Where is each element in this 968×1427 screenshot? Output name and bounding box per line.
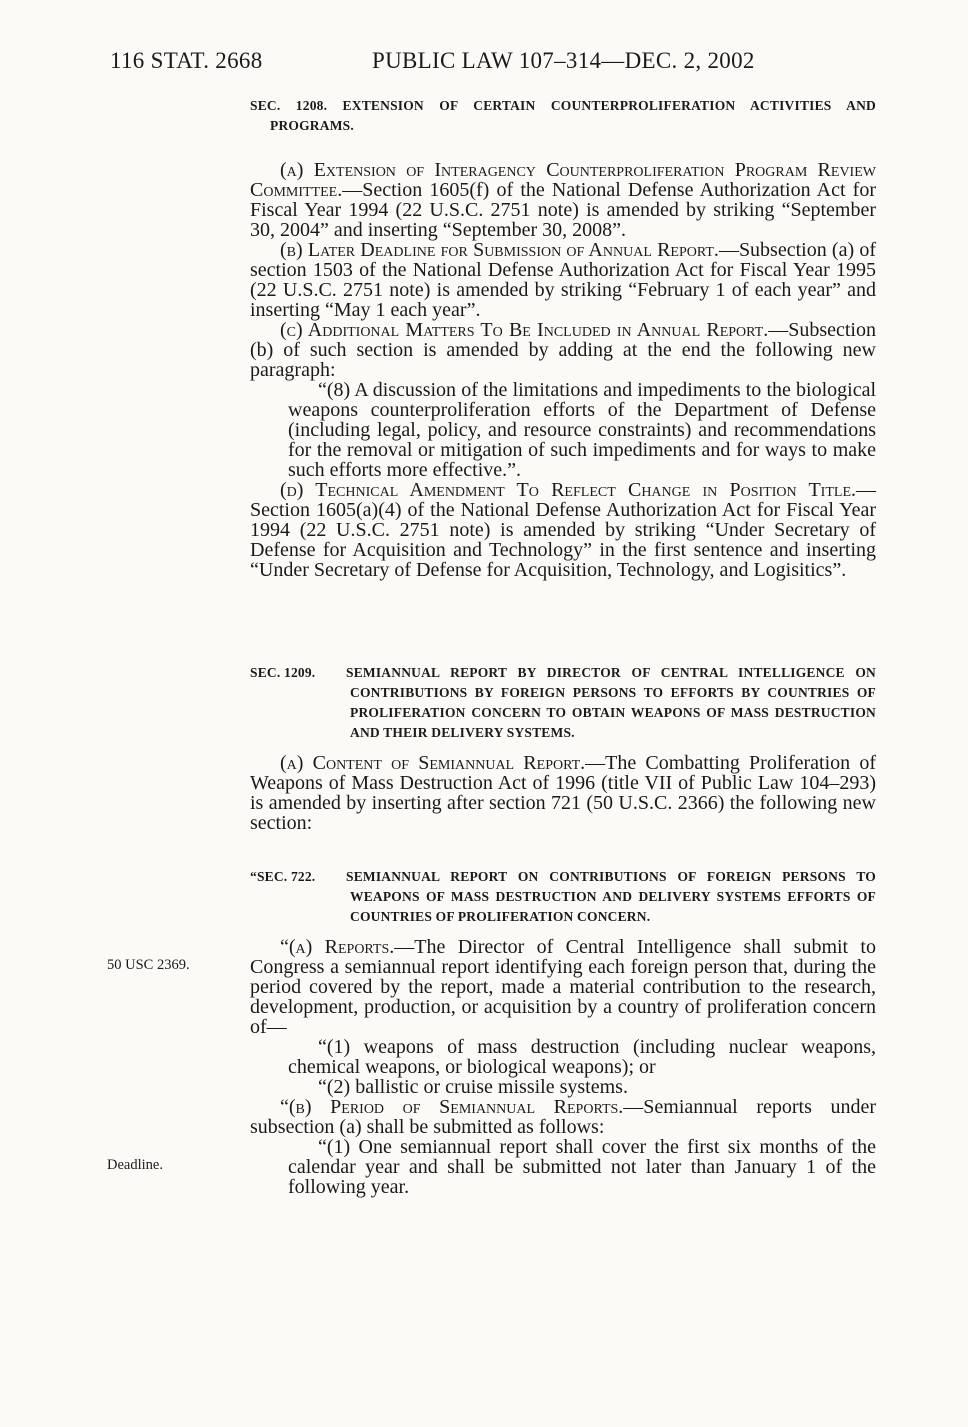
section-title: SEMIANNUAL REPORT ON CONTRIBUTIONS OF FOREIGN PERSONS TO WEAPONS OF MASS DESTRUCTION AND DELIVERY SYSTEMS EFFORTS OF COUNTRIES OF PROLIFERATION CONCERN. xyxy=(346,869,876,924)
subsection-heading: “(b) Period of Semiannual Reports. xyxy=(280,1096,624,1118)
section-heading xyxy=(250,867,876,927)
paragraph-1: “(1) weapons of mass destruction (including nuclear weapons, chemical weapons, or biological weapons); or xyxy=(288,1036,876,1078)
public-law-citation: PUBLIC LAW 107–314—DEC. 2, 2002 xyxy=(372,48,755,73)
subsection-heading: (b) Later Deadline for Submission of Annual Report. xyxy=(280,239,719,261)
section-number: “SEC. 722. xyxy=(250,869,316,884)
subsection-text: —The Director of Central Intelligence shall submit to Congress a semiannual report identifying each foreign person that, during the period covered by the report, made a material contribution to the research, development, production, or acquisition by a country of proliferation concern of— xyxy=(250,936,876,1038)
subsection-a xyxy=(250,753,876,833)
statute-page-number: 116 STAT. 2668 xyxy=(110,48,263,73)
subsection-text: —Subsection (b) of such section is amended by adding at the end the following new paragraph: xyxy=(250,319,876,381)
section-number: SEC. 1209. xyxy=(250,665,316,680)
paragraph-2: “(2) ballistic or cruise missile systems. xyxy=(318,1076,628,1098)
subsection-text: —Semiannual reports under subsection (a) shall be submitted as follows: xyxy=(250,1096,876,1138)
subsection-a xyxy=(250,160,876,240)
subsection-heading: (d) Technical Amendment To Reflect Change in Position Title. xyxy=(280,479,856,501)
subsection-text: —The Combatting Proliferation of Weapons of Mass Destruction Act of 1996 (title VII of Public Law 104–293) is amended by inserting after section 721 (50 U.S.C. 2366) the following new section: xyxy=(250,752,876,834)
margin-note-deadline: Deadline. xyxy=(107,1157,163,1173)
subsection-heading: (a) Extension of Interagency Counterproliferation Program Review Committee. xyxy=(250,159,876,201)
section-title: SEMIANNUAL REPORT BY DIRECTOR OF CENTRAL INTELLIGENCE ON CONTRIBUTIONS BY FOREIGN PERSONS TO EFFORTS BY COUNTRIES OF PROLIFERATION CONCERN TO OBTAIN WEAPONS OF MASS DESTRUCTION AND THEIR DELIVERY SYSTEMS. xyxy=(346,665,876,740)
subsection-heading: “(a) Reports. xyxy=(280,936,395,958)
quoted-paragraph-8: “(8) A discussion of the limitations and impediments to the biological weapons counterproliferation efforts of the Department of Defense (including legal, policy, and resource constraints) and recommendations for the removal or mitigation of such impediments and for ways to make such efforts more effective.”. xyxy=(288,379,876,481)
subsection-b xyxy=(250,1097,876,1137)
subsection-c xyxy=(250,320,876,380)
section-heading: SEC. 1208. EXTENSION OF CERTAIN COUNTERPROLIFERATION ACTIVITIES AND PROGRAMS. xyxy=(250,98,876,133)
section-heading xyxy=(250,663,876,743)
subsection-text: —Section 1605(f) of the National Defense Authorization Act for Fiscal Year 1994 (22 U.S.C. 2751 note) is amended by striking “September 30, 2004” and inserting “September 30, 2008”. xyxy=(250,179,876,241)
subsection-text: —Section 1605(a)(4) of the National Defense Authorization Act for Fiscal Year 1994 (22 U.S.C. 2751 note) is amended by striking “Under Secretary of Defense for Acquisition and Technology” in the first sentence and inserting “Under Secretary of Defense for Acquisition, Technology, and Logisitics”. xyxy=(250,479,876,581)
subsection-heading: (c) Additional Matters To Be Included in Annual Report. xyxy=(280,319,769,341)
subsection-d xyxy=(250,480,876,580)
subsection-a xyxy=(250,937,876,1037)
section-1208 xyxy=(250,96,876,580)
subsection-text: —Subsection (a) of section 1503 of the National Defense Authorization Act for Fiscal Year 1995 (22 U.S.C. 2751 note) is amended by striking “February 1 of each year” and inserting “May 1 each year”. xyxy=(250,239,877,321)
subsection-b xyxy=(250,240,876,320)
subsection-heading: (a) Content of Semiannual Report. xyxy=(280,752,586,774)
section-722 xyxy=(250,867,876,1197)
paragraph-1: “(1) One semiannual report shall cover the first six months of the calendar year and shall be submitted not later than January 1 of the following year. xyxy=(288,1136,876,1198)
margin-note-usc: 50 USC 2369. xyxy=(107,957,190,973)
section-1209 xyxy=(250,663,876,833)
